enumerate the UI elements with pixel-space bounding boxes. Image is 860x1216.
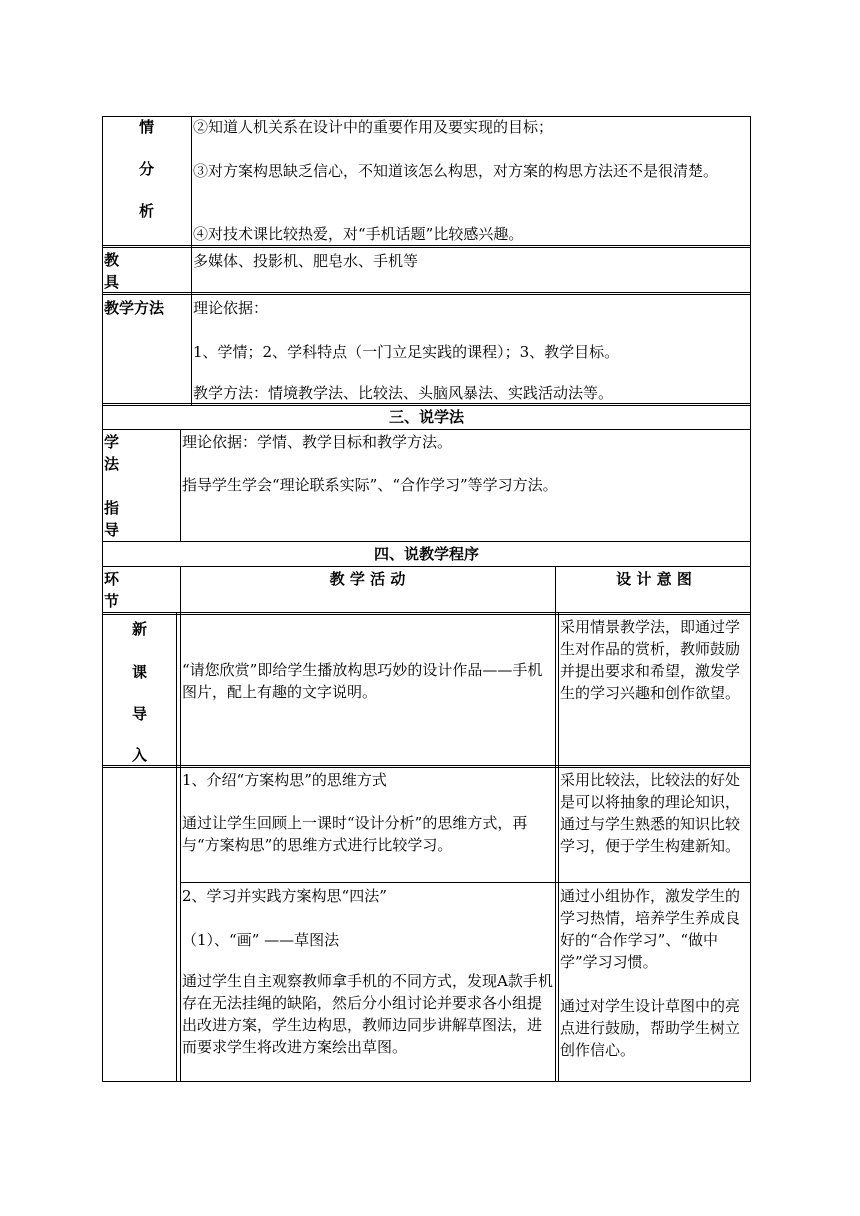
method-line: 教学方法：情境教学法、比较法、头脑风暴法、实践活动法等。: [193, 384, 614, 402]
section-heading: 三、说学法: [388, 408, 464, 426]
method-line: 1、学情；2、学科特点（一门立足实践的课程）；3、教学目标。: [193, 343, 620, 361]
analysis-item: ④对技术课比较热爱，对“手机话题”比较感兴趣。: [193, 225, 524, 243]
study-line: 理论依据：学情、教学目标和教学方法。: [182, 433, 453, 451]
label-char: 学: [104, 433, 120, 451]
method-label: 教学方法: [104, 299, 165, 317]
activity-line: 通过学生自主观察教师拿手机的不同方式，发现A款手机存在无法挂绳的缺陷，然后分小组讨论并要求各小组提出改进方案，学生边构思，教师边同步讲解草图法，进而要求学生将改进方案绘出草图。: [182, 972, 553, 1056]
label-char: 新: [132, 620, 148, 638]
row-b-intent: 通过小组协作，激发学生的学习热情，培养学生养成良好的“合作学习”、“做中学”学习习惯。: [560, 887, 741, 971]
label-char: 情: [139, 118, 155, 136]
analysis-item: ②知道人机关系在设计中的重要作用及要实现的目标；: [193, 118, 554, 136]
label-char: 导: [104, 521, 120, 539]
method-line: 理论依据：: [193, 299, 269, 317]
header-char: 节: [104, 592, 120, 610]
header-activity: 教 学 活 动: [329, 570, 406, 588]
analysis-item: ③对方案构思缺乏信心，不知道该怎么构思，对方案的构思方法还不是很清楚。: [193, 162, 719, 180]
tools-content: 多媒体、投影机、肥皂水、手机等: [193, 252, 419, 270]
label-char: 法: [104, 455, 120, 473]
label-char: 指: [104, 499, 120, 517]
label-char: 入: [132, 746, 148, 764]
activity-line: 2、学习并实践方案构思“四法”: [182, 887, 387, 905]
label-char: 分: [139, 160, 155, 178]
label-char: 析: [139, 202, 155, 220]
row-a-intent: 采用比较法，比较法的好处是可以将抽象的理论知识，通过与学生熟悉的知识比较学习，便于学生构建新知。: [560, 771, 741, 855]
intro-intent: 采用情景教学法，即通过学生对作品的赏析，教师鼓励并提出要求和希望，激发学生的学习兴趣和创作欲望。: [560, 618, 741, 702]
label-char: 导: [132, 705, 148, 723]
study-line: 指导学生学会“理论联系实际”、“合作学习”等学习方法。: [182, 476, 558, 494]
activity-line: （1）、“画” ——草图法: [182, 931, 340, 949]
label-char: 教: [104, 251, 120, 269]
header-intent: 设 计 意 图: [616, 570, 692, 588]
activity-line: 通过让学生回顾上一课时“设计分析”的思维方式，再与“方案构思”的思维方式进行比较学习。: [182, 814, 528, 854]
section-heading: 四、说教学程序: [373, 545, 479, 563]
header-char: 环: [104, 570, 120, 588]
row-b-intent: 通过对学生设计草图中的亮点进行鼓励，帮助学生树立创作信心。: [560, 997, 741, 1059]
intro-activity: “请您欣赏”即给学生播放构思巧妙的设计作品——手机图片，配上有趣的文字说明。: [182, 661, 543, 701]
label-char: 具: [104, 273, 120, 291]
label-char: 课: [132, 663, 148, 681]
activity-line: 1、介绍“方案构思”的思维方式: [182, 771, 387, 789]
